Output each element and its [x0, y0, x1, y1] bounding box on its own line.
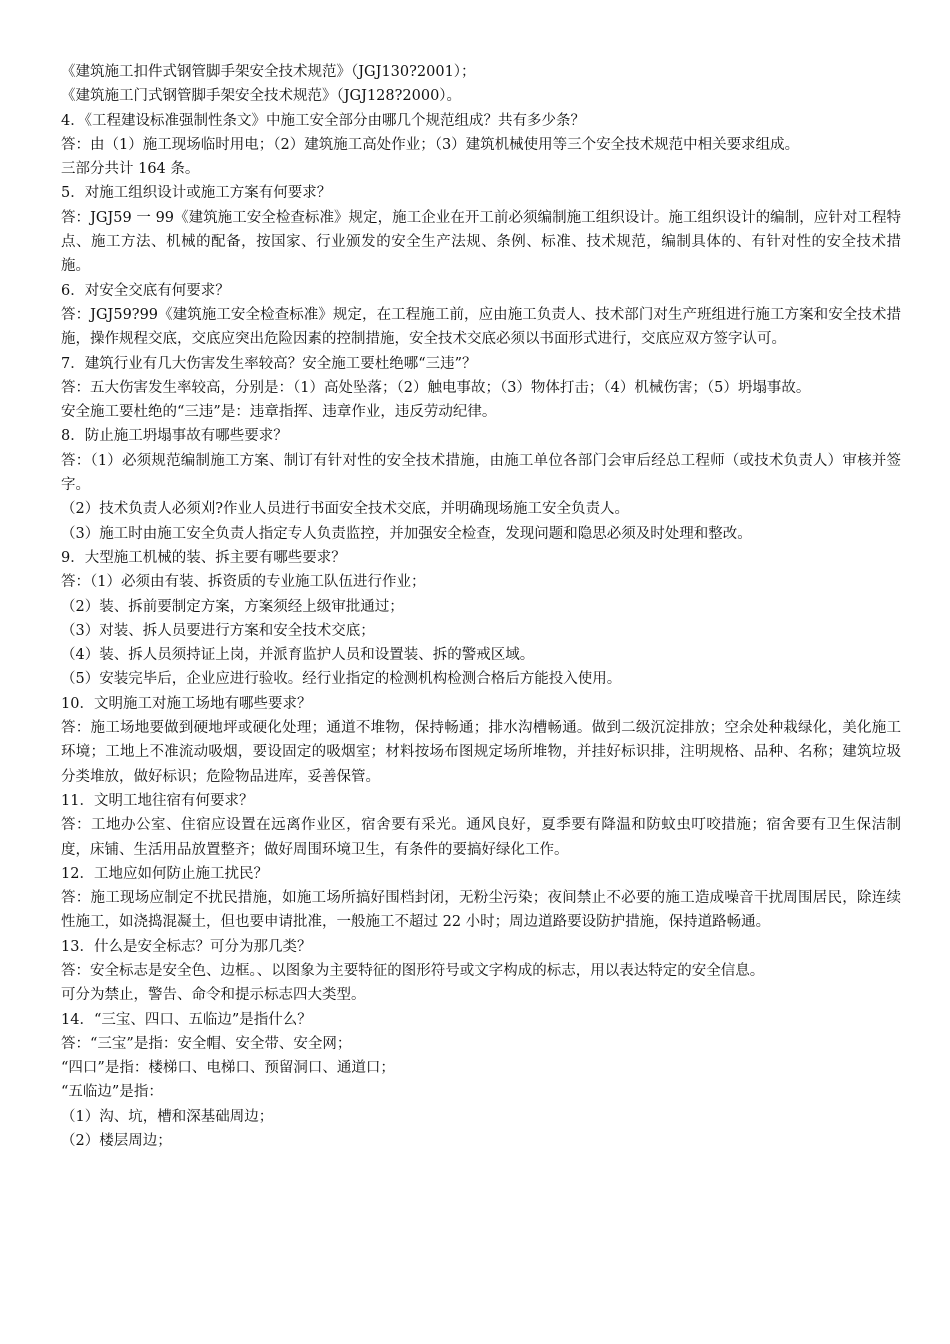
question-heading: 6．对安全交底有何要求？	[61, 282, 230, 299]
answer-text: （2）技术负责人必须刈?作业人员进行书面安全技术交底，并明确现场施工安全负责人。	[61, 501, 629, 518]
question-heading: 11．文明工地往宿有何要求？	[61, 792, 254, 809]
answer-text: （2）楼层周边；	[61, 1133, 172, 1150]
question-heading: 8．防止施工坍塌事故有哪些要求？	[61, 428, 288, 445]
answer-text: “五临边”是指：	[61, 1084, 163, 1101]
answer-text: 答：（1）必须由有装、拆资质的专业施工队伍进行作业；	[61, 574, 426, 591]
question-heading: 12．工地应如何防止施工扰民？	[61, 865, 268, 882]
text-line: 《建筑施工扣件式钢管脚手架安全技术规范》（JGJ130?2001）；	[61, 64, 476, 80]
question-heading: 9．大型施工机械的装、拆主要有哪些要求？	[61, 549, 346, 566]
answer-text: 答：JGJ59 一 99《建筑施工安全检查标准》规定，施工企业在开工前必须编制施工组织设计。施工组织设计的编制，应针对工程特点、施工方法、机械的配备，按国家、行业颁发的安全生产法规、条例、标准、技术规范，编制具体的、有针对性的安全技术措施。	[61, 209, 901, 275]
answer-text: 答：五大伤害发生率较高，分别是：（1）高处坠落；（2）触电事故；（3）物体打击；（4）机械伤害；（5）坍塌事故。	[61, 379, 811, 396]
question-heading: 7．建筑行业有几大伤害发生率较高？安全施工要杜绝哪“三违”？	[61, 355, 477, 372]
answer-text: 答：施工现场应制定不扰民措施，如施工场所搞好围档封闭，无粉尘污染；夜间禁止不必要的施工造成噪音干扰周围居民，除连续性施工，如浇捣混凝土，但也要申请批准，一般施工不超过 22 小时；周边道路要设防护措施，保持道路畅通。	[61, 890, 901, 931]
answer-text: （3）对装、拆人员要进行方案和安全技术交底；	[61, 622, 375, 639]
answer-text: （3）施工时由施工安全负责人指定专人负责监控，并加强安全检查，发现问题和隐思必须及时处理和整改。	[61, 525, 752, 542]
question-heading: 13．什么是安全标志？可分为那几类？	[61, 938, 312, 955]
question-heading: 14．“三宝、四口、五临边”是指什么？	[61, 1011, 312, 1028]
answer-text: （2）装、拆前要制定方案，方案须经上级审批通过；	[61, 598, 404, 615]
answer-text: 三部分共计 164 条。	[61, 161, 200, 178]
answer-text: （1）沟、坑，槽和深基础周边；	[61, 1108, 274, 1125]
document-body	[61, 60, 901, 1153]
answer-text: 答：由（1）施工现场临时用电；（2）建筑施工高处作业；（3）建筑机械使用等三个安全技术规范中相关要求组成。	[61, 136, 800, 153]
question-heading: 10．文明施工对施工场地有哪些要求？	[61, 695, 312, 712]
answer-text: 答：“三宝”是指：安全帽、安全带、安全网；	[61, 1035, 352, 1052]
answer-text: 答：JGJ59?99《建筑施工安全检查标准》规定，在工程施工前，应由施工负责人、技术部门对生产班组进行施工方案和安全技术措施，操作规程交底，交底应突出危险因素的控制措施，安全技术交底必须以书面形式进行，交底应双方签字认可。	[61, 306, 901, 348]
answer-text: 答：施工场地要做到硬地坪或硬化处理；通道不堆物，保持畅通；排水沟槽畅通。做到二级沉淀排放；空余处种栽绿化，美化施工环境；工地上不准流动吸烟，要设固定的吸烟室；材料按场布图规定场所堆物，并挂好标识排，注明规格、品种、名称；建筑垃圾分类堆放，做好标识；危险物品进库，妥善保管。	[61, 720, 901, 785]
answer-text: 答：安全标志是安全色、边框。、以图象为主要特征的图形符号或文字构成的标志，用以表达特定的安全信息。	[61, 962, 765, 979]
answer-text: 安全施工要杜绝的“三违”是：违章指挥、违章作业，违反劳动纪律。	[61, 404, 497, 421]
question-heading: 4．《工程建设标准强制性条文》中施工安全部分由哪几个规范组成？共有多少条？	[61, 112, 585, 129]
text-line: 《建筑施工门式钢管脚手架安全技术规范》（JGJ128?2000）。	[61, 88, 462, 105]
question-heading: 5．对施工组织设计或施工方案有何要求？	[61, 185, 332, 202]
answer-text: 可分为禁止，警告、命令和提示标志四大类型。	[61, 987, 366, 1004]
answer-text: 答：（1）必须规范编制施工方案、制订有针对性的安全技术措施，由施工单位各部门会审后经总工程师（或技术负责人）审核并签字。	[61, 452, 901, 494]
answer-text: “四口”是指：楼梯口、电梯口、预留洞口、通道口；	[61, 1060, 395, 1077]
answer-text: 答：工地办公室、住宿应设置在远离作业区，宿舍要有采光。通风良好，夏季要有降温和防蚊虫叮咬措施；宿舍要有卫生保洁制度，床铺、生活用品放置整齐；做好周围环境卫生，有条件的要搞好绿化工作。	[61, 817, 901, 858]
answer-text: （5）安装完毕后，企业应进行验收。经行业指定的检测机构检测合格后方能投入使用。	[61, 671, 622, 688]
answer-text: （4）装、拆人员须持证上岗，并派育监护人员和设置装、拆的警戒区域。	[61, 647, 535, 664]
